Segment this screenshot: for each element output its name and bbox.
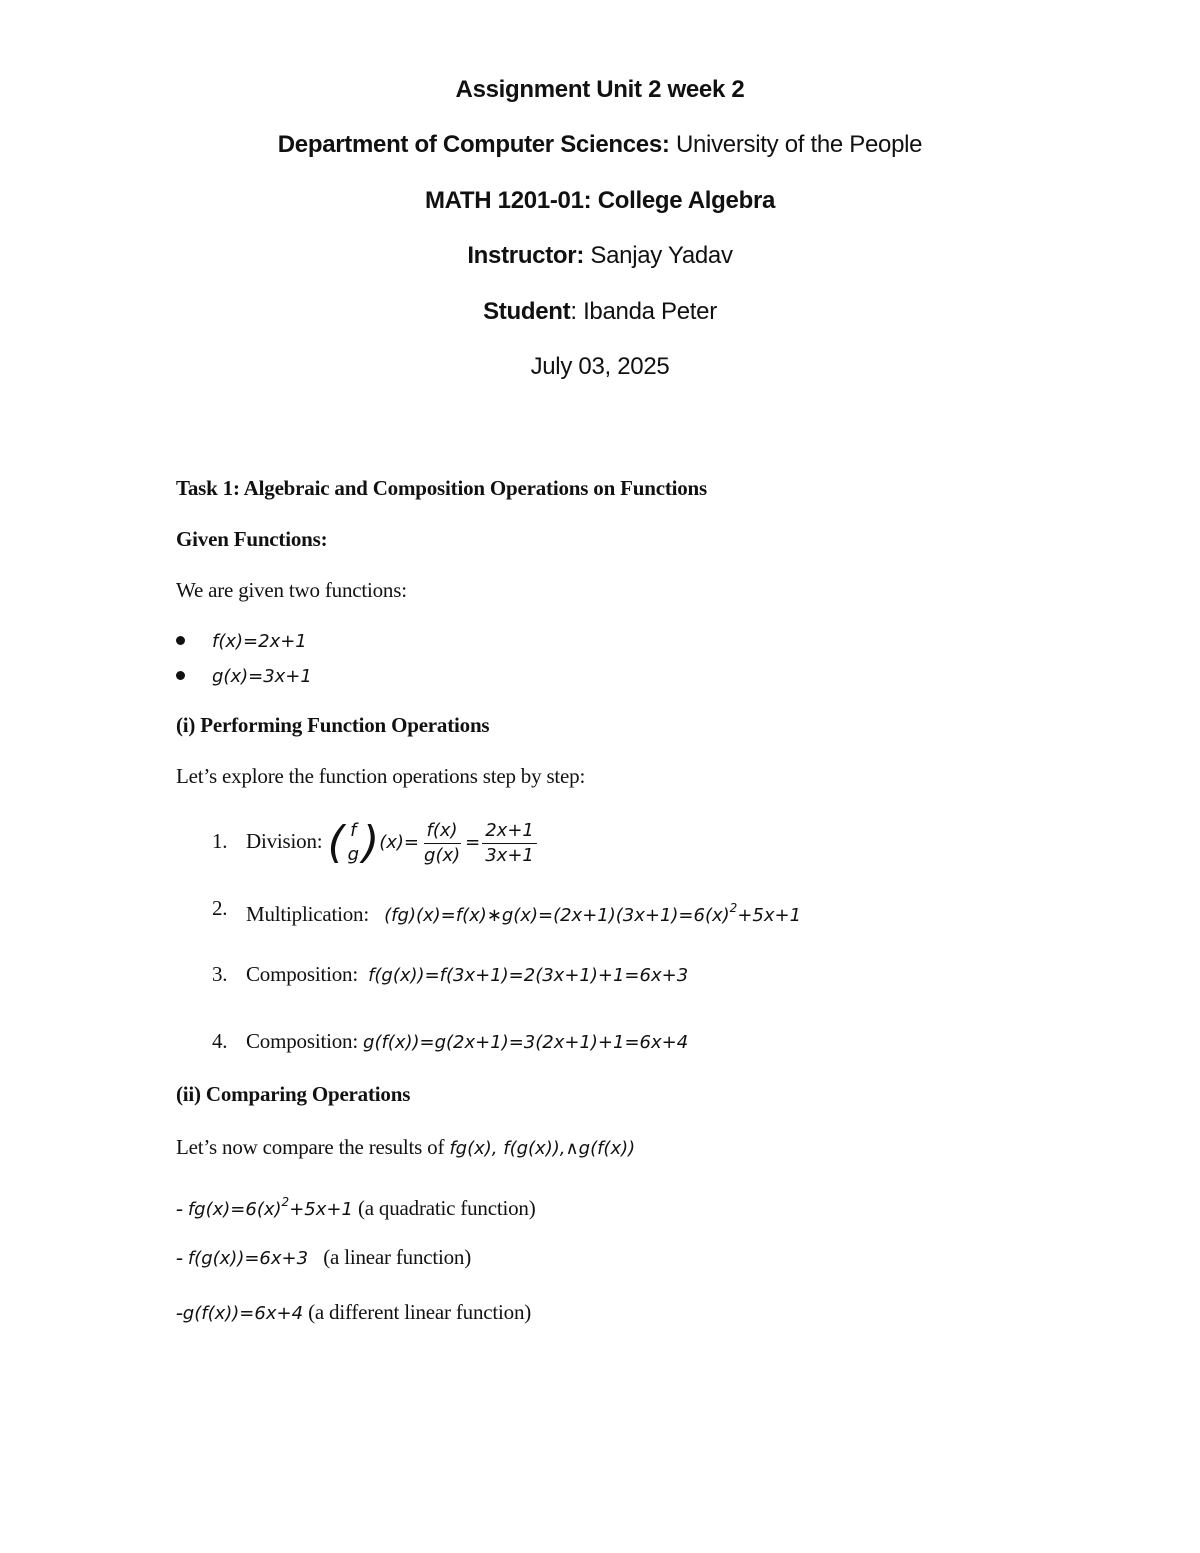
part2-intro-math: fg(x), f(g(x)),∧g(f(x)) xyxy=(449,1138,636,1159)
comparison-quadratic xyxy=(176,1186,1116,1218)
fraction-bottom: g xyxy=(347,844,360,865)
fraction-bottom: g(x) xyxy=(424,844,461,866)
expr-main: fg(x)=6(x) xyxy=(187,1199,282,1220)
comparison-linear xyxy=(176,1241,1116,1273)
department-value: University of the People xyxy=(675,131,923,159)
list-item xyxy=(176,623,1116,658)
document-body xyxy=(176,472,1116,1328)
comparison-note: (a linear function) xyxy=(308,1245,472,1269)
step-number: 2. xyxy=(212,896,228,920)
right-paren: ) xyxy=(362,817,380,868)
left-paren: ( xyxy=(327,817,345,868)
given-heading: Given Functions: xyxy=(176,527,328,551)
part2-heading: (ii) Comparing Operations xyxy=(176,1082,411,1106)
part2-intro-text: Let’s now compare the results of xyxy=(176,1135,445,1159)
fraction-top: 2x+1 xyxy=(482,819,537,844)
equals-sign: = xyxy=(465,832,481,853)
expr-lead: (x)= xyxy=(379,832,420,853)
comparison-linear-2 xyxy=(176,1296,1116,1328)
dash: - xyxy=(176,1196,188,1220)
dash: - xyxy=(176,1300,183,1324)
composition-fg-expression: f(g(x))=f(3x+1)=2(3x+1)+1=6x+3 xyxy=(368,965,689,986)
fraction-top: f xyxy=(350,820,357,841)
part1-heading: (i) Performing Function Operations xyxy=(176,713,490,737)
list-item xyxy=(176,658,1116,693)
step-label: Composition: xyxy=(246,1029,358,1053)
student-line xyxy=(0,296,1200,328)
department-label: Department of Computer Sciences: xyxy=(277,131,670,159)
given-intro: We are given two functions: xyxy=(176,578,407,602)
expr-tail: +5x+1 xyxy=(289,1199,353,1220)
division-expression xyxy=(327,817,538,868)
list-item xyxy=(176,811,1116,871)
step-number: 1. xyxy=(212,829,228,853)
document-date: July 03, 2025 xyxy=(530,352,670,380)
part1-intro: Let’s explore the function operations step by step: xyxy=(176,764,586,788)
list-item xyxy=(176,892,1116,924)
function-f: f(x)=2x+1 xyxy=(212,631,307,652)
instructor-value: Sanjay Yadav xyxy=(590,242,733,270)
part2-intro xyxy=(176,1131,1116,1163)
fraction-values xyxy=(482,819,537,868)
instructor-line xyxy=(0,240,1200,272)
task-heading: Task 1: Algebraic and Composition Operations on Functions xyxy=(176,476,708,500)
bullet-icon xyxy=(176,636,185,645)
step-label: Division: xyxy=(246,829,323,853)
f-over-g xyxy=(345,819,362,867)
document-title: Assignment Unit 2 week 2 xyxy=(455,76,745,103)
multiplication-expression xyxy=(384,901,802,926)
steps-list xyxy=(176,811,1116,1057)
comparison-expression: f(g(x))=6x+3 xyxy=(187,1248,309,1269)
comparison-note: (a different linear function) xyxy=(303,1300,532,1324)
student-value: : Ibanda Peter xyxy=(570,297,717,325)
exponent: 2 xyxy=(729,901,738,915)
fraction-bottom: 3x+1 xyxy=(485,844,534,866)
exponent: 2 xyxy=(281,1195,290,1209)
comparison-expression xyxy=(187,1195,353,1220)
comparison-note: (a quadratic function) xyxy=(352,1196,536,1220)
list-item xyxy=(176,1025,1116,1057)
fraction-top: f(x) xyxy=(424,819,461,844)
title-block xyxy=(0,74,1200,406)
step-label: Multiplication: xyxy=(246,902,369,926)
course-title: MATH 1201-01: College Algebra xyxy=(424,186,776,214)
function-g: g(x)=3x+1 xyxy=(212,666,312,687)
functions-list xyxy=(176,623,1116,693)
comparison-expression: g(f(x))=6x+4 xyxy=(182,1303,304,1324)
instructor-label: Instructor: xyxy=(467,242,585,270)
student-label: Student xyxy=(483,297,571,325)
dash: - xyxy=(176,1245,188,1269)
step-number: 4. xyxy=(212,1029,228,1053)
fraction-fx-gx xyxy=(421,819,463,868)
step-number: 3. xyxy=(212,962,228,986)
department-line xyxy=(0,129,1200,161)
expr-tail: +5x+1 xyxy=(737,905,802,926)
list-item xyxy=(176,958,1116,990)
composition-gf-expression: g(f(x))=g(2x+1)=3(2x+1)+1=6x+4 xyxy=(363,1032,689,1053)
expr-main: (fg)(x)=f(x)∗g(x)=(2x+1)(3x+1)=6(x) xyxy=(384,905,730,926)
bullet-icon xyxy=(176,671,185,680)
step-label: Composition: xyxy=(246,962,358,986)
